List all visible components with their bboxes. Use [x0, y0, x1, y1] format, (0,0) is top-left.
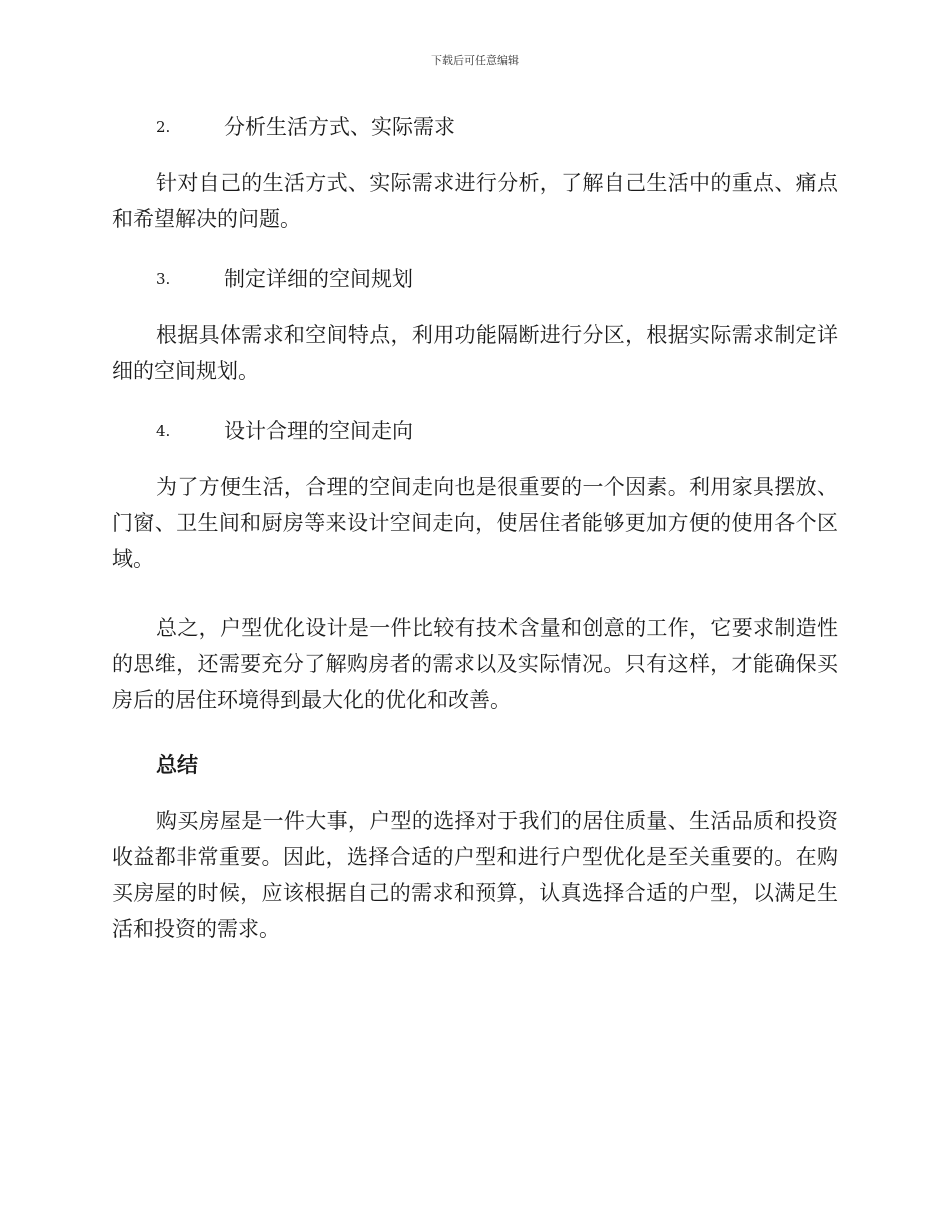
section-title: 制定详细的空间规划 [224, 267, 413, 291]
section-title: 分析生活方式、实际需求 [224, 115, 455, 139]
section-3-heading [156, 264, 413, 294]
closing-paragraph: 总之，户型优化设计是一件比较有技术含量和创意的工作，它要求制造性的思维，还需要充分了解购房者的需求以及实际情况。只有这样，才能确保买房后的居住环境得到最大化的优化和改善。 [112, 616, 838, 712]
section-number: 4. [156, 422, 171, 440]
section-2-paragraph: 针对自己的生活方式、实际需求进行分析，了解自己生活中的重点、痛点和希望解决的问题。 [112, 171, 838, 231]
page-header: 下载后可任意编辑 [431, 54, 519, 67]
section-3-paragraph: 根据具体需求和空间特点，利用功能隔断进行分区，根据实际需求制定详细的空间规划。 [112, 323, 838, 383]
section-number: 2. [156, 118, 171, 136]
section-title: 设计合理的空间走向 [224, 419, 413, 443]
section-4-paragraph: 为了方便生活，合理的空间走向也是很重要的一个因素。利用家具摆放、门窗、卫生间和厨房等来设计空间走向，使居住者能够更加方便的使用各个区域。 [112, 475, 838, 571]
section-number: 3. [156, 270, 171, 288]
summary-heading: 总结 [156, 753, 198, 777]
section-4-heading [156, 416, 413, 446]
summary-paragraph: 购买房屋是一件大事，户型的选择对于我们的居住质量、生活品质和投资收益都非常重要。因此，选择合适的户型和进行户型优化是至关重要的。在购买房屋的时候，应该根据自己的需求和预算，认真选择合适的户型，以满足生活和投资的需求。 [112, 809, 838, 941]
section-2-heading [156, 112, 455, 142]
